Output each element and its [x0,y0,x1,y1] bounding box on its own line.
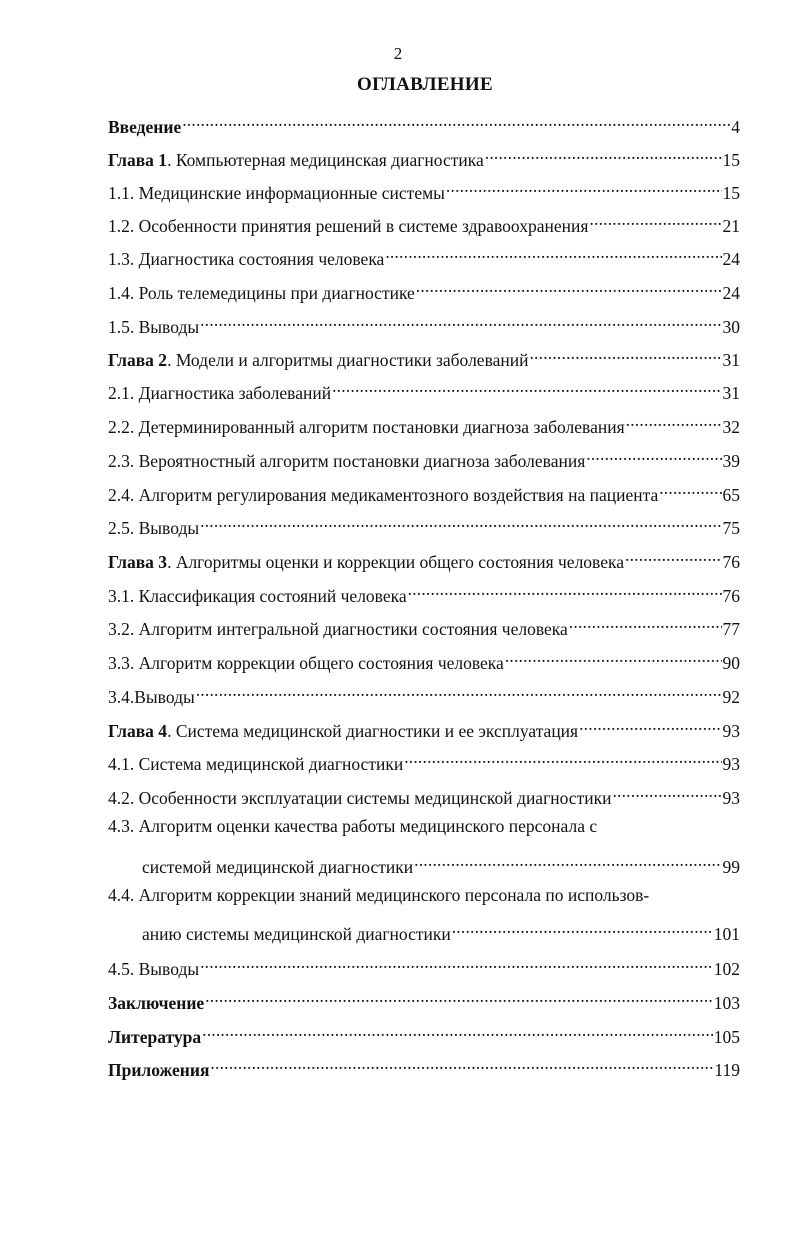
toc-entry-section[interactable] [108,477,740,505]
toc-entry-page: 99 [722,857,740,877]
toc-entry-bold: Введение [108,117,182,137]
dot-leader [404,746,721,770]
toc-entry-page: 75 [722,518,740,538]
toc-entry-text: системой медицинской диагностики [142,857,414,877]
toc-entry-appendices[interactable] [108,1052,740,1080]
toc-entry-page: 93 [722,788,740,808]
toc-entry-text: 1.5. Выводы [108,317,200,337]
toc-entry-section[interactable] [108,814,740,838]
toc-entry-page: 30 [722,317,740,337]
toc-entry-conclusion[interactable] [108,985,740,1013]
toc-entry-section[interactable] [108,951,740,979]
toc-entry-text: 2.4. Алгоритм регулирования медикаментозного воздействия на пациента [108,485,659,505]
dot-leader [529,342,721,366]
toc-entry-chapter-2[interactable] [108,342,740,370]
dot-leader [408,578,722,602]
toc-entry-text: 4.2. Особенности эксплуатации системы медицинской диагностики [108,788,612,808]
toc-entry-text: 4.1. Система медицинской диагностики [108,754,404,774]
page-title: ОГЛАВЛЕНИЕ [357,74,493,95]
dot-leader [210,1052,713,1076]
toc-entry-continuation[interactable] [142,916,740,944]
toc-entry-page: 15 [722,150,740,170]
toc-entry-page: 39 [722,451,740,471]
toc-entry-page: 65 [722,485,740,505]
toc-entry-page: 93 [722,754,740,774]
toc-entry-bold: Литература [108,1027,202,1047]
toc-entry-text: 2.3. Вероятностный алгоритм постановки диагноза заболевания [108,451,586,471]
toc-entry-section[interactable] [108,208,740,236]
toc-entry-bold: Приложения [108,1060,210,1080]
toc-entry-page: 24 [722,283,740,303]
toc-entry-bold: Глава 2 [108,350,168,370]
toc-entry-page: 21 [722,216,740,236]
toc-entry-chapter-4[interactable] [108,713,740,741]
dot-leader [452,916,713,940]
toc-entry-page: 31 [722,383,740,403]
dot-leader [414,849,721,873]
dot-leader [586,443,721,467]
toc-entry-bold: Глава 3 [108,552,168,572]
toc-entry-page: 92 [722,687,740,707]
toc-entry-bold: Глава 1 [108,150,168,170]
dot-leader [205,985,713,1009]
toc-entry-section[interactable] [108,409,740,437]
toc-entry-text: анию системы медицинской диагностики [142,924,451,944]
toc-entry-text: . Компьютерная медицинская диагностика [167,150,484,170]
toc-entry-page: 93 [722,721,740,741]
dot-leader [446,175,722,199]
toc-entry-page: 101 [713,924,740,944]
toc-entry-section[interactable] [108,309,740,337]
dot-leader [485,142,722,166]
dot-leader [626,409,722,433]
toc-entry-text: 2.1. Диагностика заболеваний [108,383,332,403]
toc-entry-page: 76 [722,552,740,572]
toc-entry-text: 3.1. Классификация состояний человека [108,586,407,606]
toc-entry-text: 3.2. Алгоритм интегральной диагностики состояния человека [108,619,568,639]
toc-entry-section[interactable] [108,780,740,808]
toc-entry-page: 103 [713,993,740,1013]
toc-entry-section[interactable] [108,241,740,269]
toc-entry-text: 1.1. Медицинские информационные системы [108,183,445,203]
toc-entry-text: 2.5. Выводы [108,518,200,538]
dot-leader [202,1019,713,1043]
dot-leader [196,679,722,703]
dot-leader [589,208,721,232]
dot-leader [385,241,721,265]
toc-entry-continuation[interactable] [142,849,740,877]
dot-leader [332,375,721,399]
toc-entry-section[interactable] [108,510,740,538]
toc-entry-literature[interactable] [108,1019,740,1047]
toc-entry-page: 119 [714,1060,740,1080]
toc-entry-page: 105 [713,1027,740,1047]
toc-entry-text: 3.3. Алгоритм коррекции общего состояния человека [108,653,504,673]
dot-leader [182,109,730,133]
toc-entry-text: . Модели и алгоритмы диагностики заболеваний [167,350,529,370]
toc-entry-section[interactable] [108,175,740,203]
dot-leader [659,477,721,501]
page-number: 2 [393,44,403,63]
toc-entry-introduction[interactable] [108,109,740,137]
toc-entry-section[interactable] [108,611,740,639]
toc-entry-text: . Алгоритмы оценки и коррекции общего состояния человека [167,552,624,572]
toc-entry-section[interactable] [108,645,740,673]
toc-entry-section[interactable] [108,443,740,471]
toc-entry-page: 15 [722,183,740,203]
dot-leader [625,544,722,568]
dot-leader [579,713,721,737]
toc-entry-bold: Глава 4 [108,721,168,741]
toc-entry-section[interactable] [108,883,740,907]
toc-entry-text: 1.2. Особенности принятия решений в системе здравоохранения [108,216,589,236]
toc-entry-text: . Система медицинской диагностики и ее эксплуатация [167,721,579,741]
toc-entry-section[interactable] [108,746,740,774]
toc-entry-chapter-1[interactable] [108,142,740,170]
toc-entry-page: 90 [722,653,740,673]
toc-entry-text: 2.2. Детерминированный алгоритм постановки диагноза заболевания [108,417,625,437]
toc-entry-page: 31 [722,350,740,370]
dot-leader [200,309,721,333]
dot-leader [200,510,721,534]
dot-leader [612,780,721,804]
toc-entry-text: 3.4.Выводы [108,687,195,707]
toc-entry-section[interactable] [108,375,740,403]
dot-leader [416,275,722,299]
toc-entry-chapter-3[interactable] [108,544,740,572]
toc-entry-page: 24 [722,249,740,269]
dot-leader [200,951,713,975]
toc-entry-section[interactable] [108,275,740,303]
toc-entry-page: 102 [713,959,740,979]
toc-entry-page: 32 [722,417,740,437]
toc-entry-text: 1.4. Роль телемедицины при диагностике [108,283,415,303]
toc-entry-section[interactable] [108,578,740,606]
toc-entry-text: 4.4. Алгоритм коррекции знаний медицинского персонала по использов- [108,885,650,905]
toc-entry-page: 4 [731,117,740,137]
toc-entry-page: 76 [722,586,740,606]
toc-entry-text: 1.3. Диагностика состояния человека [108,249,385,269]
toc-entry-section[interactable] [108,679,740,707]
toc-entry-page: 77 [722,619,740,639]
toc-entry-bold: Заключение [108,993,205,1013]
dot-leader [569,611,722,635]
toc-entry-text: 4.3. Алгоритм оценки качества работы медицинского персонала с [108,816,598,836]
dot-leader [505,645,722,669]
toc-entry-text: 4.5. Выводы [108,959,200,979]
